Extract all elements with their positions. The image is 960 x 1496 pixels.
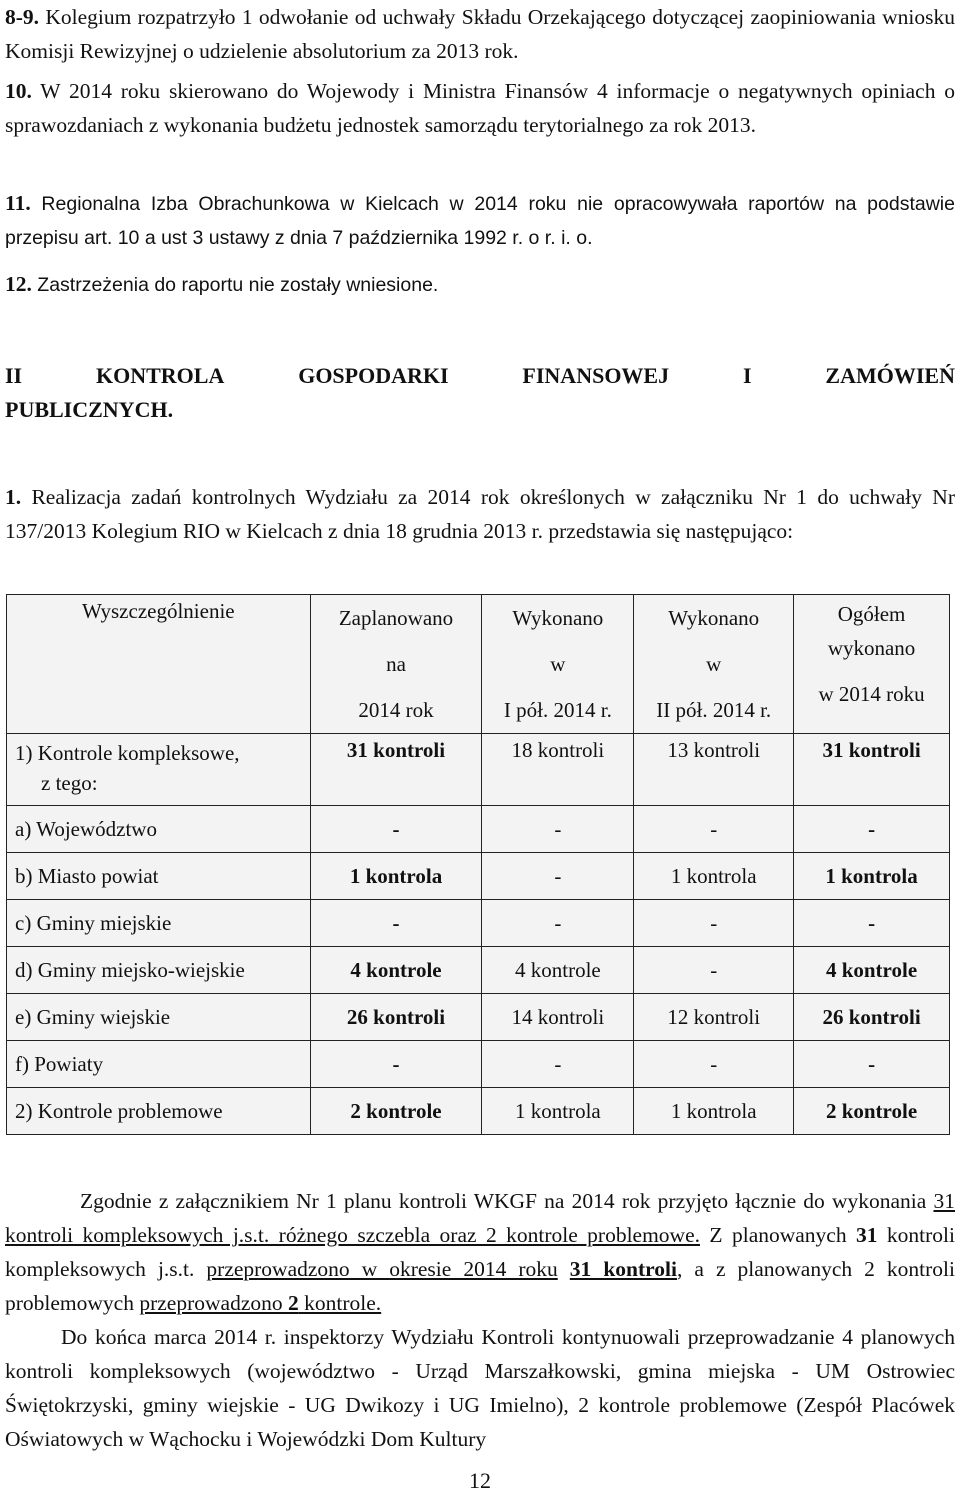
paragraph-8-9 (5, 0, 955, 68)
paragraph-10 (5, 74, 955, 142)
header-cell (482, 595, 634, 734)
paragraph-12 (5, 267, 955, 302)
cell-planned: 31 kontroli (310, 734, 482, 806)
header-line: Wykonano (512, 606, 604, 630)
cell-planned: 1 kontrola (310, 853, 482, 900)
heading-word: ZAMÓWIEŃ (825, 363, 955, 388)
row-label: 1) Kontrole kompleksowe, z tego: (7, 734, 311, 806)
cell-planned: - (310, 900, 482, 947)
header-line: Wykonano (668, 606, 760, 630)
cell-h1: - (482, 900, 634, 947)
cell-h2: - (634, 806, 794, 853)
row-label: 2) Kontrole problemowe (7, 1088, 311, 1135)
header-line: w (550, 652, 566, 676)
cell-planned: 4 kontrole (310, 947, 482, 994)
heading-word: KONTROLA (95, 363, 225, 388)
cell-h1: - (482, 1041, 634, 1088)
header-line: 2014 rok (358, 698, 434, 722)
header-line: Zaplanowano (338, 606, 454, 630)
paragraph-11 (5, 186, 955, 255)
cell-total: 2 kontrole (794, 1088, 950, 1135)
cell-planned: 2 kontrole (310, 1088, 482, 1135)
table-header-row (7, 595, 950, 734)
header-line: Ogółem (837, 602, 906, 626)
paragraph-text: Realizacja zadań kontrolnych Wydziału za 2014 rok określonych w załączniku Nr 1 do uchwały Nr 137/2013 Kolegium RIO w Kielcach z dnia 18 grudnia 2013 r. przedstawia się następująco: (5, 485, 955, 543)
header-line: w (706, 652, 722, 676)
cell-h1: 18 kontroli (482, 734, 634, 806)
paragraph-number: 10. (5, 79, 32, 103)
cell-h1: 4 kontrole (482, 947, 634, 994)
cell-total: 4 kontrole (794, 947, 950, 994)
paragraph-1 (5, 480, 955, 548)
table-row (7, 806, 950, 853)
cell-total: 31 kontroli (794, 734, 950, 806)
row-label: c) Gminy miejskie (7, 900, 311, 947)
cell-total: 26 kontroli (794, 994, 950, 1041)
cell-h1: - (482, 806, 634, 853)
paragraph-number: 11. (5, 191, 31, 215)
cell-h2: 1 kontrola (634, 1088, 794, 1135)
cell-total: - (794, 806, 950, 853)
table-row (7, 1041, 950, 1088)
cell-h2: 1 kontrola (634, 853, 794, 900)
row-label: a) Województwo (7, 806, 311, 853)
paragraph-number: 8-9. (5, 5, 40, 29)
cell-planned: - (310, 806, 482, 853)
table-row (7, 947, 950, 994)
heading-word: II (5, 363, 23, 388)
heading-word: GOSPODARKI (298, 363, 449, 388)
cell-h2: - (634, 900, 794, 947)
cell-h2: 13 kontroli (634, 734, 794, 806)
header-cell (310, 595, 482, 734)
section-heading (5, 359, 955, 427)
row-label: f) Powiaty (7, 1041, 311, 1088)
cell-total: - (794, 900, 950, 947)
header-cell: Wyszczególnienie (7, 595, 311, 734)
row-label: d) Gminy miejsko-wiejskie (7, 947, 311, 994)
heading-word: I (742, 363, 752, 388)
cell-h2: - (634, 947, 794, 994)
row-label: b) Miasto powiat (7, 853, 311, 900)
cell-h1: - (482, 853, 634, 900)
cell-h1: 1 kontrola (482, 1088, 634, 1135)
heading-line-2: PUBLICZNYCH. (5, 397, 174, 422)
page-number: 12 (469, 1468, 491, 1493)
header-line: wykonano (827, 636, 916, 660)
header-cell (794, 595, 950, 734)
cell-h2: - (634, 1041, 794, 1088)
table-row (7, 900, 950, 947)
header-cell (634, 595, 794, 734)
header-line: II pół. 2014 r. (656, 698, 772, 722)
paragraph-text: W 2014 roku skierowano do Wojewody i Ministra Finansów 4 informacje o negatywnych opiniach o sprawozdaniach z wykonania budżetu jednostek samorządu terytorialnego za rok 2013. (5, 79, 955, 137)
final-paragraph: Do końca marca 2014 r. inspektorzy Wydziału Kontroli kontynuowali przeprowadzanie 4 planowych kontroli kompleksowych (województwo - Urząd Marszałkowski, gmina miejska - UM Ostrowiec Świętokrzyski, gminy wiejskie - UG Dwikozy i UG Imielno), 2 kontrole problemowe (Zespół Placówek Oświatowych w Wąchocku i Wojewódzki Dom Kultury (5, 1325, 955, 1451)
paragraph-number: 1. (5, 485, 22, 509)
table-row (7, 734, 950, 806)
header-line: I pół. 2014 r. (503, 698, 612, 722)
table-row (7, 1088, 950, 1135)
summary-paragraph: Zgodnie z załącznikiem Nr 1 planu kontroli WKGF na 2014 rok przyjęto łącznie do wykonania 31 kontroli kompleksowych j.s.t. różnego szczebla oraz 2 kontrole problemowe. Z planowanych 31 kontroli kompleksowych j.s.t. przeprowadzono w okresie 2014 roku 31 kontroli, a z planowanych 2 kontroli problemowych przeprowadzono 2 kontrole. (5, 1189, 956, 1315)
cell-planned: 26 kontroli (310, 994, 482, 1041)
paragraph-number: 12. (5, 272, 32, 296)
cell-total: - (794, 1041, 950, 1088)
cell-total: 1 kontrola (794, 853, 950, 900)
table-row (7, 853, 950, 900)
heading-word: FINANSOWEJ (522, 363, 670, 388)
row-label: e) Gminy wiejskie (7, 994, 311, 1041)
cell-h1: 14 kontroli (482, 994, 634, 1041)
paragraph-text: Zastrzeżenia do raportu nie zostały wniesione. (31, 274, 439, 296)
paragraph-text: Kolegium rozpatrzyło 1 odwołanie od uchwały Składu Orzekającego dotyczącej zaopiniowania wniosku Komisji Rewizyjnej o udzielenie absolutorium za 2013 rok. (5, 5, 955, 63)
table-row (7, 994, 950, 1041)
controls-table (6, 594, 950, 1135)
header-line: na (386, 652, 406, 676)
cell-h2: 12 kontroli (634, 994, 794, 1041)
header-line: w 2014 roku (818, 682, 925, 706)
cell-planned: - (310, 1041, 482, 1088)
paragraph-text: Regionalna Izba Obrachunkowa w Kielcach w 2014 roku nie opracowywała raportów na podstawie przepisu art. 10 a ust 3 ustawy z dnia 7 października 1992 r. o r. i. o. (5, 193, 955, 249)
